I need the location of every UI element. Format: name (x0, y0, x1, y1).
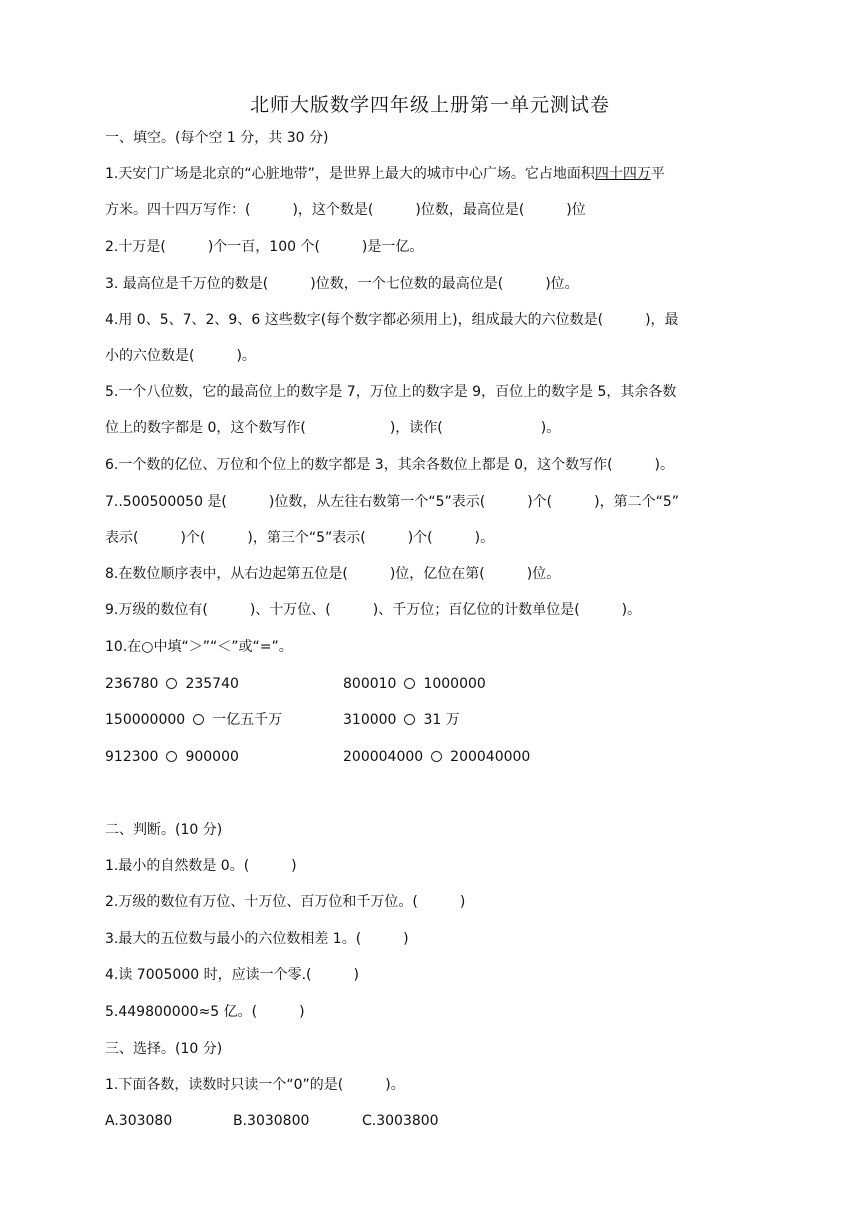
question-3: 3. 最高位是千万位的数是( )位数，一个七位数的最高位是( )位。 (105, 276, 579, 292)
comparison-item (343, 710, 460, 730)
choice-option-a[interactable]: A.303080 (105, 1113, 173, 1129)
section2-heading: 二、判断。(10 分) (105, 822, 223, 838)
comparison-left: 800010 (343, 676, 397, 692)
q1-underlined-number: 四十四万 (594, 166, 651, 182)
answer-circle-icon[interactable] (431, 751, 442, 762)
choice-option-c[interactable]: C.3003800 (362, 1113, 439, 1129)
judgement-item: 5.449800000≈5 亿。( ) (105, 1004, 305, 1020)
question-9: 9.万级的数位有( )、十万位、( )、千万位；百亿位的计数单位是( )。 (105, 602, 642, 618)
comparison-left: 912300 (105, 749, 159, 765)
comparison-item (105, 747, 239, 767)
comparison-right: 200040000 (450, 749, 531, 765)
page-title: 北师大版数学四年级上册第一单元测试卷 (249, 94, 610, 116)
question-5-line-2: 位上的数字都是 0，这个数写作( )，读作( )。 (105, 420, 561, 436)
answer-circle-icon[interactable] (166, 751, 177, 762)
question-2: 2.十万是( )个一百，100 个( )是一亿。 (105, 239, 424, 255)
comparison-item (343, 674, 486, 694)
q1-text-a: 1.天安门广场是北京的“心脏地带”，是世界上最大的城市中心广场。它占地面积 (105, 166, 595, 182)
judgement-item: 4.读 7005000 时，应读一个零.( ) (105, 967, 359, 983)
question-6: 6.一个数的亿位、万位和个位上的数字都是 3，其余各数位上都是 0，这个数写作( )。 (105, 457, 674, 473)
section3-heading: 三、选择。(10 分) (105, 1041, 223, 1057)
question-1-line-2: 方米。四十四万写作：( )，这个数是( )位数，最高位是( )位 (105, 202, 586, 218)
question-1-line-1 (105, 164, 755, 184)
comparison-right: 一亿五千万 (212, 712, 283, 728)
comparison-right: 900000 (185, 749, 239, 765)
comparison-left: 236780 (105, 676, 159, 692)
comparison-right: 1000000 (423, 676, 486, 692)
comparison-item (343, 747, 530, 767)
comparison-item (105, 674, 239, 694)
question-7-line-1: 7..500500050 是( )位数，从左往右数第一个“5”表示( )个( )，第二个“5” (105, 494, 680, 510)
question-4-line-1: 4.用 0、5、7、2、9、6 这些数字(每个数字都必须用上)，组成最大的六位数是( )，最 (105, 312, 679, 328)
answer-circle-icon[interactable] (404, 714, 415, 725)
comparison-item (105, 710, 282, 730)
comparison-right: 235740 (185, 676, 239, 692)
judgement-item: 1.最小的自然数是 0。( ) (105, 858, 297, 874)
comparison-left: 310000 (343, 712, 397, 728)
question-5-line-1: 5.一个八位数，它的最高位上的数字是 7，万位上的数字是 9，百位上的数字是 5，其余各数 (105, 384, 677, 400)
comparison-left: 200004000 (343, 749, 424, 765)
section1-heading: 一、填空。(每个空 1 分，共 30 分) (105, 130, 329, 146)
answer-circle-icon[interactable] (166, 678, 177, 689)
answer-circle-icon[interactable] (404, 678, 415, 689)
judgement-item: 2.万级的数位有万位、十万位、百万位和千万位。( ) (105, 894, 466, 910)
q1-text-b: 平 (650, 166, 665, 182)
answer-circle-icon[interactable] (193, 714, 204, 725)
choice-question-1: 1.下面各数，读数时只读一个“0”的是( )。 (105, 1077, 405, 1093)
comparison-left: 150000000 (105, 712, 186, 728)
judgement-item: 3.最大的五位数与最小的六位数相差 1。( ) (105, 931, 409, 947)
question-10: 10.在○中填“＞”“＜”或“=”。 (105, 639, 293, 655)
comparison-right: 31 万 (423, 712, 460, 728)
question-4-line-2: 小的六位数是( )。 (105, 348, 256, 364)
choice-option-b[interactable]: B.3030800 (233, 1113, 310, 1129)
question-7-line-2: 表示( )个( )，第三个“5”表示( )个( )。 (105, 530, 495, 546)
question-8: 8.在数位顺序表中，从右边起第五位是( )位，亿位在第( )位。 (105, 566, 561, 582)
